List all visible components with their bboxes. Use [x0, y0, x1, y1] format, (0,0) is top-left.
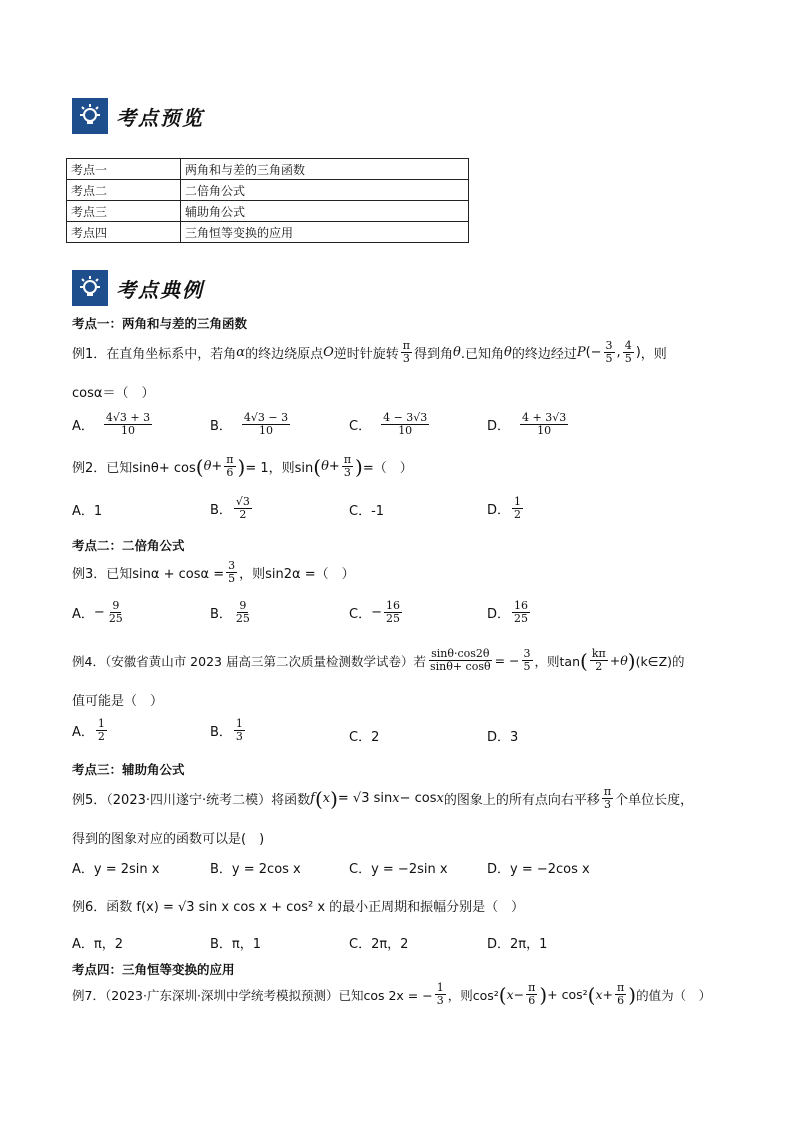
topic-heading: 考点四：三角恒等变换的应用: [72, 962, 235, 977]
example-7-stem: 例7．（2023·广东深圳·深圳中学统考模拟预测）已知cos 2x = − $\frac{1}{3}$ ，则cos² ( x − $\frac{\pi}{6}$ ) + cos² ( x + $\frac{\pi}{6}$ ) 的值为（ ）: [72, 981, 712, 1008]
example-2-option-a[interactable]: A．1: [72, 504, 103, 519]
example-4-option-b[interactable]: B． $\frac{1}{3}$: [210, 717, 243, 744]
section-title: 考点典例: [116, 277, 204, 302]
example-5-option-b[interactable]: B．y = 2cos x: [210, 862, 301, 877]
example-3-option-b[interactable]: B． $\frac{9}{25}$: [210, 599, 250, 626]
example-4-option-a[interactable]: A． $\frac{1}{2}$: [72, 717, 105, 744]
topic-heading: 考点三：辅助角公式: [72, 762, 185, 777]
example-3-option-a[interactable]: A． − $\frac{9}{25}$: [72, 599, 123, 626]
example-6-option-a[interactable]: A．π，2: [72, 937, 123, 952]
example-4-stem: 例4．（安徽省黄山市 2023 届高三第二次质量检测数学试卷）若 $\frac{\sin\theta\cdot\cos 2\theta}{\sin\theta+ \cos\theta}$ = − $\frac{3}{5}$ ，则tan ( $\frac{k\pi}{2}$ + θ ) (k∈Z)的: [72, 647, 685, 674]
preview-section-header: [72, 96, 204, 136]
example-6-option-d[interactable]: D．2π，1: [487, 937, 548, 952]
example-6-option-b[interactable]: B．π，1: [210, 937, 262, 952]
example-5-stem-cont: 得到的图象对应的函数可以是( ): [72, 832, 265, 847]
example-3-stem: 例3．已知sinα + cosα = $\frac{3}{5}$ ，则sin2α =（ ）: [72, 559, 355, 586]
table-row: 考点三 辅助角公式: [67, 201, 469, 222]
example-1-stem-cont: cosα＝（ ）: [72, 386, 155, 401]
example-3-option-d[interactable]: D． $\frac{16}{25}$: [487, 599, 529, 626]
example-2-option-c[interactable]: C．-1: [349, 504, 385, 519]
table-row: 考点二 二倍角公式: [67, 180, 469, 201]
lightbulb-icon: [72, 98, 108, 134]
table-row: 考点四 三角恒等变换的应用: [67, 222, 469, 243]
lightbulb-icon: [72, 270, 108, 306]
example-5-stem: 例5．（2023·四川遂宁·统考二模）将函数 f ( x ) = √3 sin x − cos x 的图象上的所有点向右平移 $\frac{\pi}{3}$ 个单位长度，: [72, 785, 694, 812]
example-5-option-c[interactable]: C．y = −2sin x: [349, 862, 448, 877]
example-4-option-c[interactable]: C．2: [349, 730, 380, 745]
section-title: 考点预览: [116, 105, 204, 130]
example-2-option-b[interactable]: B． $\frac{√3}{2}$: [210, 495, 250, 522]
example-6-stem: 例6．函数 f(x) = √3 sin x cos x + cos² x 的最小正周期和振幅分别是（ ）: [72, 900, 525, 915]
example-5-option-a[interactable]: A．y = 2sin x: [72, 862, 160, 877]
table-row: 考点一 两角和与差的三角函数: [67, 159, 469, 180]
example-2-stem: 例2．已知sinθ+ cos ( θ + $\frac{\pi}{6}$ ) = 1，则sin ( θ + $\frac{\pi}{3}$ ) =（ ）: [72, 453, 413, 480]
examples-section-header: [72, 268, 204, 308]
example-1-option-a[interactable]: A． $\frac{4√3 + 3}{10}$: [72, 411, 151, 438]
example-2-option-d[interactable]: D． $\frac{1}{2}$: [487, 495, 522, 522]
example-1-option-d[interactable]: D． $\frac{4 + 3√3}{10}$: [487, 411, 567, 438]
topic-heading: 考点二：二倍角公式: [72, 538, 185, 553]
example-4-stem-cont: 值可能是（ ）: [72, 694, 164, 709]
preview-table: [66, 158, 469, 243]
topic-heading: 考点一：两角和与差的三角函数: [72, 316, 248, 331]
example-1-option-c[interactable]: C． $\frac{4 - 3√3}{10}$: [349, 411, 428, 438]
example-3-option-c[interactable]: C． − $\frac{16}{25}$: [349, 599, 400, 626]
example-1-stem: 例1．在直角坐标系中，若角 α 的终边绕原点 O 逆时针旋转 $\frac{\pi}{3}$ 得到角 θ .已知角 θ 的终边经过 P (− $\frac{3}{5}$ , $\frac{4}{5}$ ) ，则: [72, 339, 667, 366]
example-5-option-d[interactable]: D．y = −2cos x: [487, 862, 590, 877]
example-4-option-d[interactable]: D．3: [487, 730, 519, 745]
example-6-option-c[interactable]: C．2π，2: [349, 937, 409, 952]
example-1-option-b[interactable]: B． $\frac{4√3 - 3}{10}$: [210, 411, 289, 438]
